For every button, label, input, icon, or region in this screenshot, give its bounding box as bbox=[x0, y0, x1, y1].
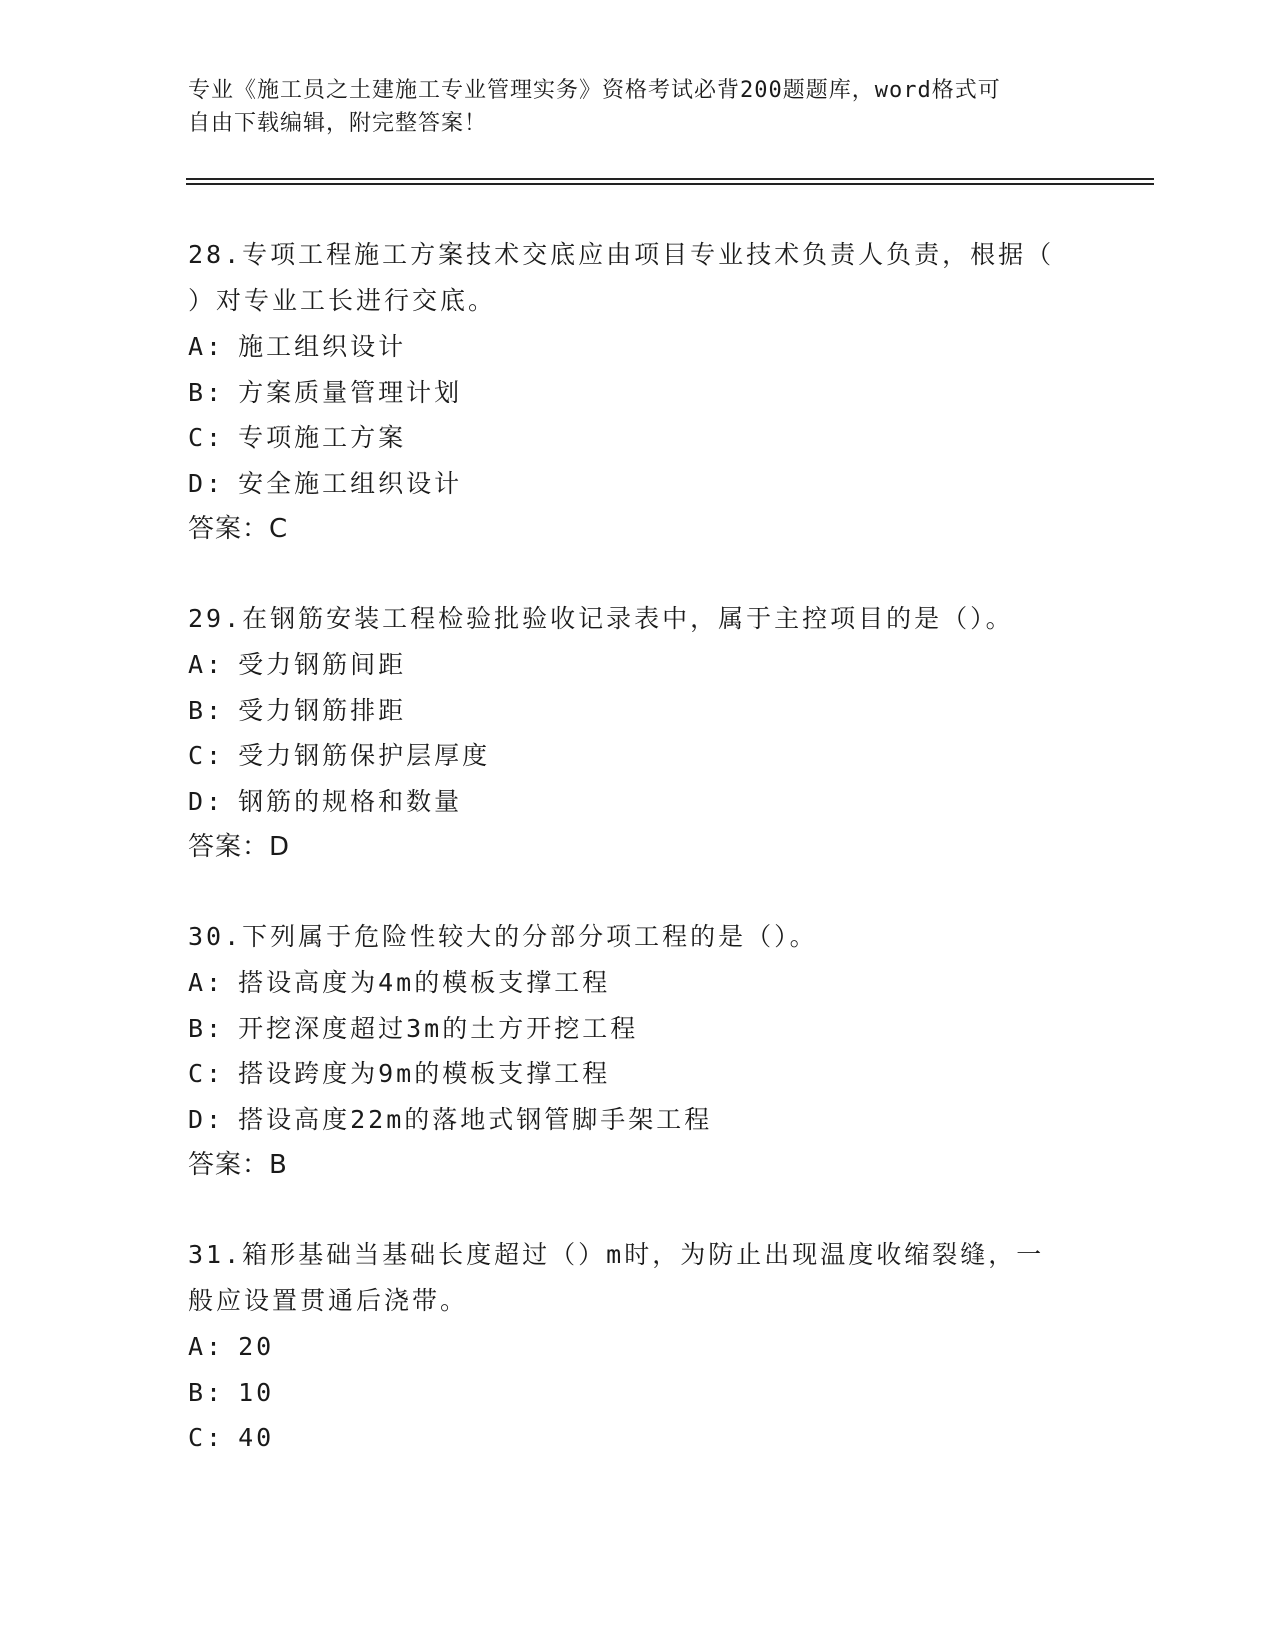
question-30 bbox=[188, 914, 1088, 1188]
option-text: 搭设高度22m的落地式钢管脚手架工程 bbox=[238, 1104, 713, 1134]
stem-line: 29.在钢筋安装工程检验批验收记录表中，属于主控项目的是（）。 bbox=[188, 604, 1014, 633]
header-line-2: 自由下载编辑，附完整答案！ bbox=[188, 111, 488, 136]
option-d bbox=[188, 1097, 1088, 1143]
option-b bbox=[188, 688, 1088, 734]
option-text: 钢筋的规格和数量 bbox=[238, 786, 463, 816]
option-a bbox=[188, 960, 1088, 1006]
option-text: 20 bbox=[238, 1332, 275, 1361]
option-d bbox=[188, 779, 1088, 825]
option-a bbox=[188, 1324, 1088, 1370]
header-divider-bottom bbox=[186, 183, 1154, 185]
option-c bbox=[188, 733, 1088, 779]
option-text: 安全施工组织设计 bbox=[238, 468, 463, 498]
option-key: D: bbox=[188, 786, 225, 816]
option-list bbox=[188, 1324, 1088, 1461]
option-text: 专项施工方案 bbox=[238, 423, 407, 452]
option-c bbox=[188, 1415, 1088, 1461]
question-28 bbox=[188, 232, 1088, 552]
question-stem bbox=[188, 914, 1088, 960]
stem-line: 31.箱形基础当基础长度超过（）m时，为防止出现温度收缩裂缝，一 bbox=[188, 1240, 1045, 1269]
option-key: A: bbox=[188, 332, 225, 361]
option-key: C: bbox=[188, 423, 225, 452]
option-key: B: bbox=[188, 695, 225, 725]
option-text: 方案质量管理计划 bbox=[238, 377, 463, 407]
option-key: D: bbox=[188, 1104, 225, 1134]
stem-line: ）对专业工长进行交底。 bbox=[188, 286, 497, 315]
option-key: B: bbox=[188, 377, 225, 407]
option-list bbox=[188, 324, 1088, 506]
option-text: 10 bbox=[238, 1377, 275, 1407]
header-divider-top bbox=[186, 178, 1154, 180]
answer-line: 答案：C bbox=[188, 514, 289, 544]
option-key: B: bbox=[188, 1377, 225, 1407]
question-stem bbox=[188, 1232, 1088, 1324]
document-header bbox=[188, 74, 1068, 140]
option-a bbox=[188, 642, 1088, 688]
option-b bbox=[188, 370, 1088, 416]
answer-line: 答案：B bbox=[188, 1150, 288, 1180]
option-text: 搭设跨度为9m的模板支撑工程 bbox=[238, 1059, 611, 1088]
question-29 bbox=[188, 596, 1088, 870]
header-line-1: 专业《施工员之土建施工专业管理实务》资格考试必背200题题库，word格式可 bbox=[188, 78, 1001, 103]
option-text: 受力钢筋排距 bbox=[238, 695, 407, 725]
option-text: 受力钢筋保护层厚度 bbox=[238, 741, 491, 770]
option-key: A: bbox=[188, 1332, 225, 1361]
question-stem bbox=[188, 596, 1088, 642]
question-list bbox=[188, 232, 1088, 1505]
option-key: C: bbox=[188, 741, 225, 770]
option-key: C: bbox=[188, 1059, 225, 1088]
option-text: 开挖深度超过3m的土方开挖工程 bbox=[238, 1013, 639, 1043]
stem-line: 30.下列属于危险性较大的分部分项工程的是（）。 bbox=[188, 922, 818, 951]
option-list bbox=[188, 642, 1088, 824]
stem-line: 般应设置贯通后浇带。 bbox=[188, 1286, 469, 1315]
option-key: C: bbox=[188, 1423, 225, 1452]
option-b bbox=[188, 1370, 1088, 1416]
option-key: B: bbox=[188, 1013, 225, 1043]
option-text: 40 bbox=[238, 1423, 275, 1452]
option-c bbox=[188, 415, 1088, 461]
option-text: 搭设高度为4m的模板支撑工程 bbox=[238, 968, 611, 997]
option-b bbox=[188, 1006, 1088, 1052]
option-c bbox=[188, 1051, 1088, 1097]
option-key: A: bbox=[188, 650, 225, 679]
option-list bbox=[188, 960, 1088, 1142]
option-text: 受力钢筋间距 bbox=[238, 650, 407, 679]
option-key: A: bbox=[188, 968, 225, 997]
option-d bbox=[188, 461, 1088, 507]
question-31 bbox=[188, 1232, 1088, 1461]
question-stem bbox=[188, 232, 1088, 324]
answer-line: 答案：D bbox=[188, 832, 291, 862]
option-text: 施工组织设计 bbox=[238, 332, 407, 361]
option-key: D: bbox=[188, 468, 225, 498]
stem-line: 28.专项工程施工方案技术交底应由项目专业技术负责人负责，根据（ bbox=[188, 240, 1055, 269]
option-a bbox=[188, 324, 1088, 370]
